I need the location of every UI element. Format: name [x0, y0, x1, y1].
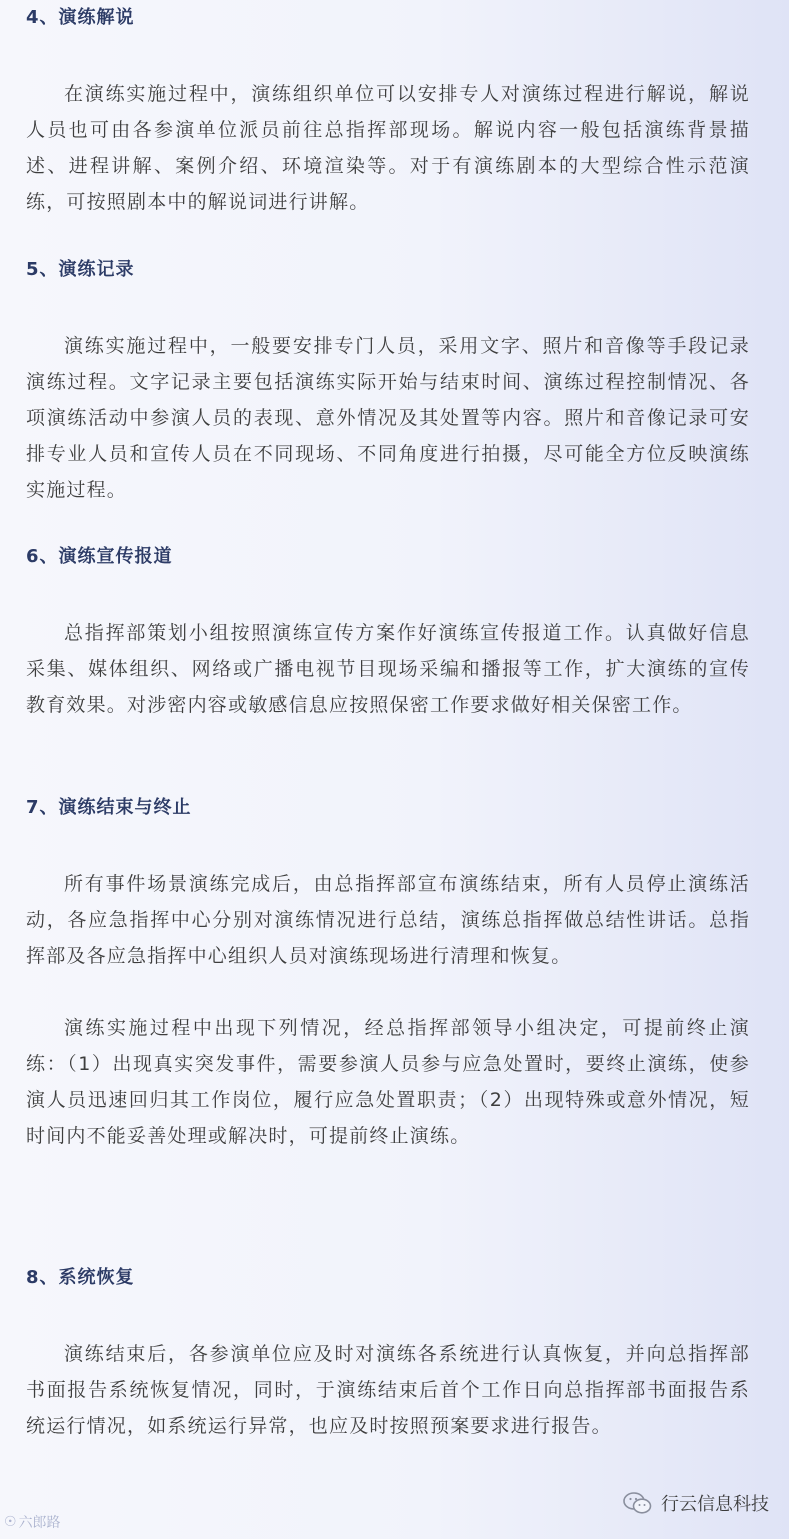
section-paragraph: 所有事件场景演练完成后，由总指挥部宣布演练结束，所有人员停止演练活动，各应急指挥中心分别对演练情况进行总结，演练总指挥做总结性讲话。总指挥部及各应急指挥中心组织人员对演练现场进行清理和恢复。 — [26, 873, 750, 967]
watermark — [4, 1512, 61, 1532]
section-paragraph: 演练实施过程中出现下列情况，经总指挥部领导小组决定，可提前终止演练：（1）出现真实突发事件，需要参演人员参与应急处置时，要终止演练，使参演人员迅速回归其工作岗位，履行应急处置职责；（2）出现特殊或意外情况，短时间内不能妥善处理或解决时，可提前终止演练。 — [26, 1017, 750, 1147]
account-signature — [623, 1490, 769, 1516]
section-heading: 6、演练宣传报道 — [26, 546, 173, 567]
section-demo-publicity — [26, 545, 750, 723]
section-system-recovery — [26, 1266, 750, 1444]
section-paragraph: 总指挥部策划小组按照演练宣传方案作好演练宣传报道工作。认真做好信息采集、媒体组织、网络或广播电视节目现场采编和播报等工作，扩大演练的宣传教育效果。对涉密内容或敏感信息应按照保密工作要求做好相关保密工作。 — [26, 622, 750, 716]
section-paragraph: 在演练实施过程中，演练组织单位可以安排专人对演练过程进行解说，解说人员也可由各参演单位派员前往总指挥部现场。解说内容一般包括演练背景描述、进程讲解、案例介绍、环境渲染等。对于有演练剧本的大型综合性示范演练，可按照剧本中的解说词进行讲解。 — [26, 83, 750, 213]
account-name: 行云信息科技 — [661, 1494, 769, 1515]
watermark-text: 六郎路 — [18, 1515, 61, 1531]
watermark-icon: ☉ — [4, 1514, 17, 1530]
section-heading: 4、演练解说 — [26, 7, 135, 28]
section-demo-end — [26, 796, 750, 1154]
section-heading: 8、系统恢复 — [26, 1267, 135, 1288]
section-demo-record — [26, 258, 750, 508]
section-paragraph: 演练结束后，各参演单位应及时对演练各系统进行认真恢复，并向总指挥部书面报告系统恢复情况，同时，于演练结束后首个工作日向总指挥部书面报告系统运行情况，如系统运行异常，也应及时按照预案要求进行报告。 — [26, 1343, 750, 1437]
section-heading: 5、演练记录 — [26, 259, 135, 280]
section-demo-commentary — [26, 6, 750, 220]
section-paragraph: 演练实施过程中，一般要安排专门人员，采用文字、照片和音像等手段记录演练过程。文字记录主要包括演练实际开始与结束时间、演练过程控制情况、各项演练活动中参演人员的表现、意外情况及其处置等内容。照片和音像记录可安排专业人员和宣传人员在不同现场、不同角度进行拍摄，尽可能全方位反映演练实施过程。 — [26, 335, 750, 501]
wechat-icon — [623, 1491, 653, 1515]
section-heading: 7、演练结束与终止 — [26, 797, 192, 818]
